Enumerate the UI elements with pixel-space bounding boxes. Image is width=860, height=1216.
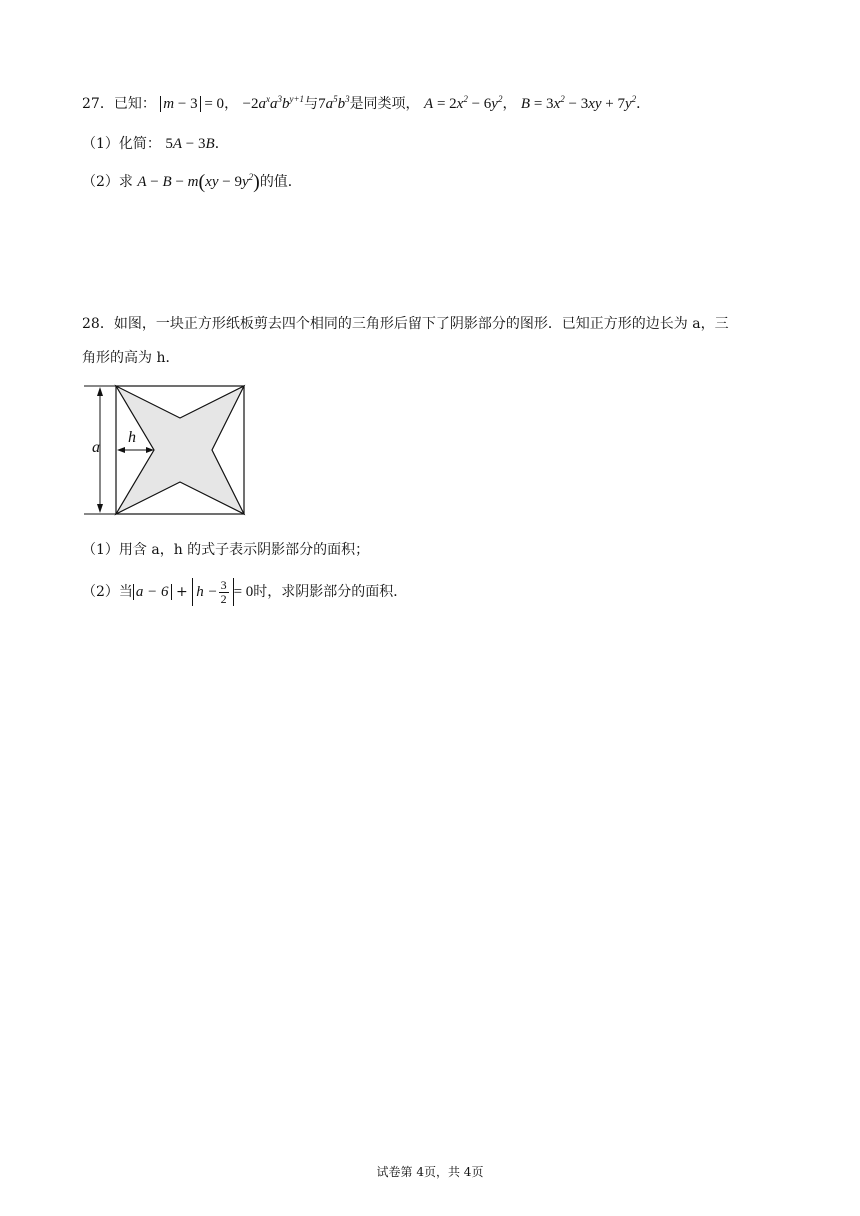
q28-part2-label: （2）当 (82, 584, 133, 601)
square-star-figure (84, 380, 254, 520)
q27-term1: $-2a^xa^3b^{y+1}$ (242, 94, 305, 112)
q27-expr-b: $B = 3x^2 - 3xy + 7y^2$ (520, 94, 637, 112)
a-arrowhead-bottom (97, 504, 103, 513)
q28-part2-eq: = 0 (233, 584, 254, 601)
q28-line2: 角形的高为 h． (82, 350, 180, 366)
q27-term2: $7a^5b^3$ (318, 94, 350, 112)
q27-like-text: 与 (304, 96, 319, 112)
q28-line1: 28．如图，一块正方形纸板剪去四个相同的三角形后留下了阴影部分的图形．已知正方形的边长为 a，三 (82, 316, 729, 332)
q28-part1: （1）用含 a，h 的式子表示阴影部分的面积； (82, 542, 370, 558)
label-h: h (128, 429, 136, 446)
q27-sep: ， (224, 96, 239, 112)
fraction-three-halves: $\frac{3}{2}$ (220, 578, 227, 607)
q28-part2: （2）当 a − 6 + h − $\frac{3}{2}$ = 0时，求阴影部分的面积． (82, 578, 408, 607)
q28-part2-tail: 时，求阴影部分的面积． (253, 584, 408, 601)
q27-part2 (82, 172, 302, 192)
q27-expr-a: $A = 2x^2 - 6y^2$ (424, 94, 503, 112)
q27-part1: （1）化简： 5A − 3B． (82, 136, 229, 152)
q27-part2-label: （2）求 (82, 174, 133, 190)
q27-stem: 27．已知： m − 3 = 0， $-2a^xa^3b^{y+1}$与$7a^5b^3$是同类项， $A = 2x^2 - 6y^2$， $B = 3x^2 - 3xy + 7y^2$． (82, 94, 651, 112)
q28-part2-abs-a: a − 6 (133, 584, 172, 600)
page-footer: 试卷第 4页，共 4页 (376, 1165, 484, 1179)
q27-part2-expr: $A - B - m(xy - 9y^2)$ (137, 171, 260, 193)
h-arrowhead-left (117, 447, 125, 453)
q27-cond-abs: m − 3 = 0 (160, 96, 224, 112)
q27-number: 27．已知： (82, 96, 156, 112)
q27-period: ． (636, 96, 651, 112)
q27-part2-tail: 的值． (259, 174, 302, 190)
label-a: a (92, 439, 100, 456)
q27-like-tail: 是同类项， (349, 96, 420, 112)
q28-part2-abs-h: h − $\frac{3}{2}$ (192, 578, 233, 606)
q27-part1-expr: 5A − 3B (165, 136, 215, 152)
a-arrowhead-top (97, 387, 103, 396)
q27-part1-label: （1）化简： (82, 136, 161, 152)
